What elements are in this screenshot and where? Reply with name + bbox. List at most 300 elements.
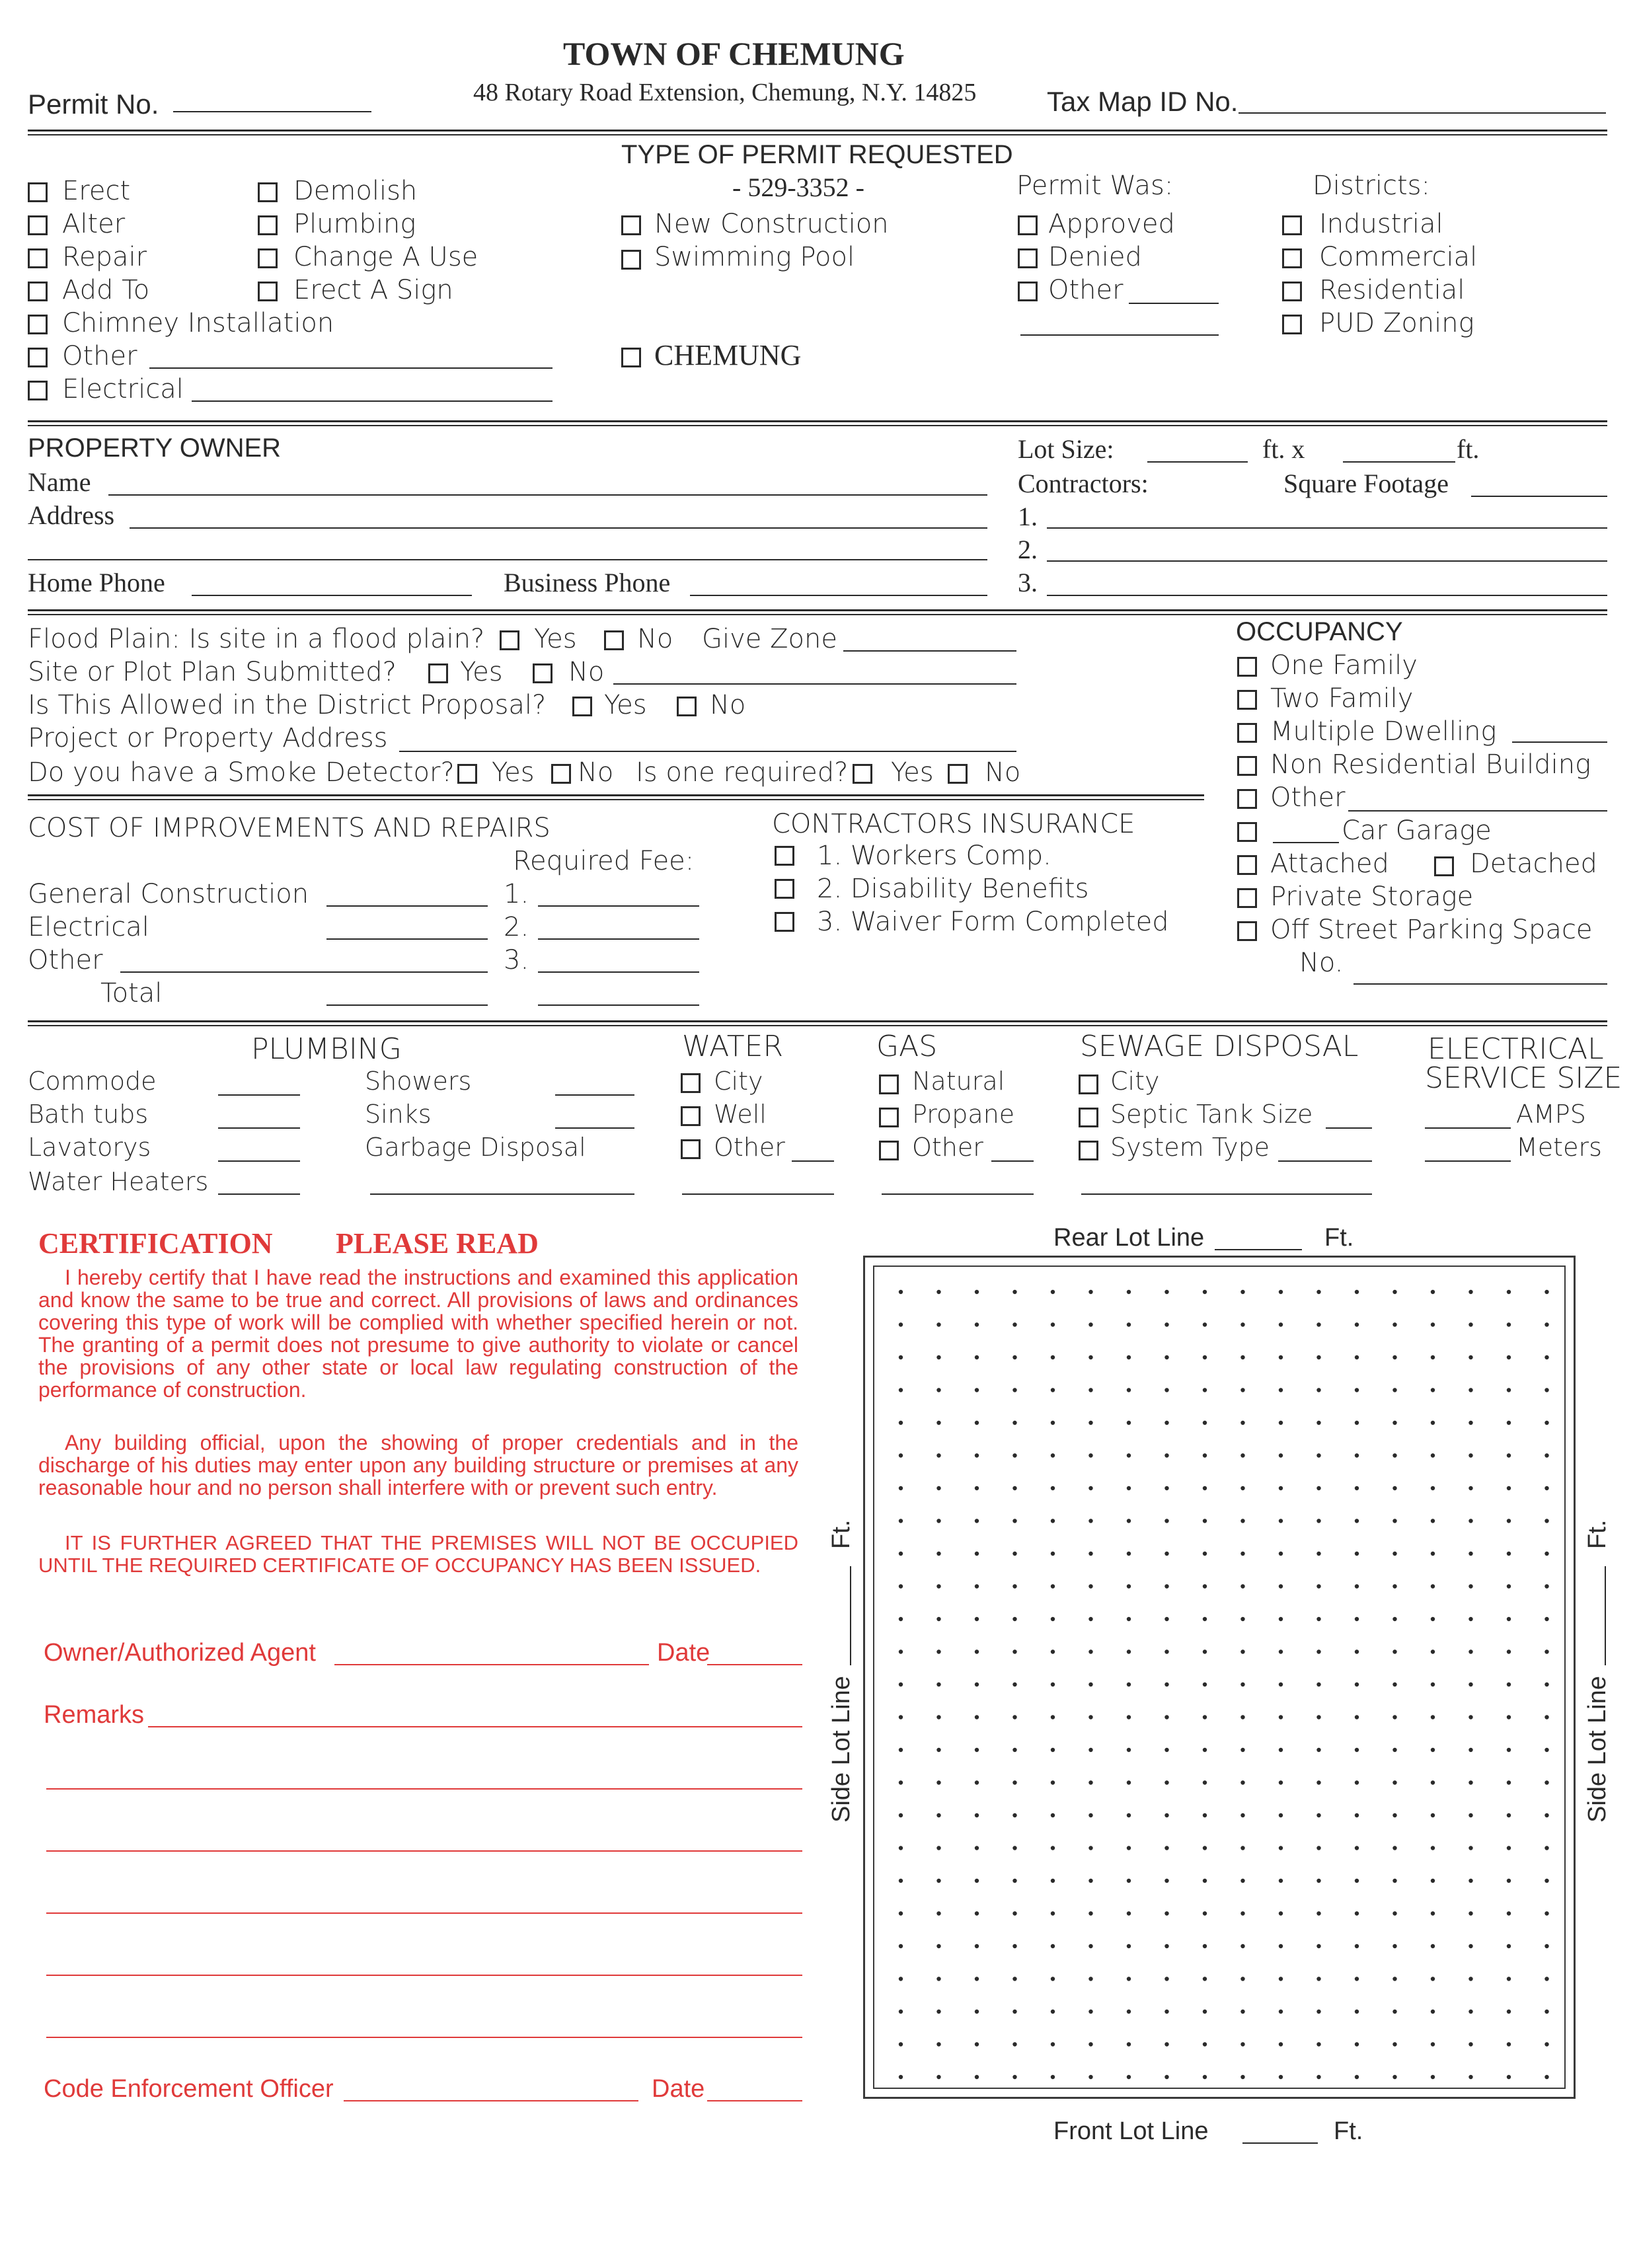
grid-dot: [1392, 2010, 1396, 2014]
grid-dot: [1127, 2042, 1131, 2046]
checkbox-one-family[interactable]: [1237, 657, 1257, 677]
checkbox-system-type[interactable]: [1079, 1141, 1098, 1160]
grid-dot: [1355, 1780, 1359, 1784]
checkbox-non-residential[interactable]: [1237, 756, 1257, 776]
business-phone-field[interactable]: [690, 595, 987, 596]
please-read-heading: PLEASE READ: [336, 1227, 539, 1260]
grid-dot: [1203, 1584, 1207, 1588]
label-gas-other: Other: [912, 1133, 983, 1162]
grid-dot: [1316, 1584, 1320, 1588]
tax-map-field[interactable]: [1239, 112, 1606, 114]
divider: [28, 609, 1607, 615]
grid-dot: [1164, 1453, 1168, 1457]
grid-dot: [975, 1780, 979, 1784]
checkbox-water-city[interactable]: [681, 1073, 701, 1093]
label-occupancy-other: Other: [1270, 782, 1346, 813]
grid-dot: [1240, 1355, 1244, 1359]
grid-dot: [1468, 1552, 1472, 1556]
checkbox-disability[interactable]: [775, 879, 794, 899]
grid-dot: [1392, 1813, 1396, 1817]
checkbox-gas-propane[interactable]: [879, 1108, 899, 1127]
fee-field-1[interactable]: [538, 905, 699, 907]
grid-dot: [1392, 1748, 1396, 1752]
grid-dot: [1355, 1519, 1359, 1523]
grid-dot: [1203, 1649, 1207, 1653]
label-cost-electrical: Electrical: [28, 912, 149, 942]
grid-dot: [1012, 2042, 1016, 2046]
right-side-lot-field[interactable]: [1605, 1566, 1606, 1665]
front-ft-label: Ft.: [1334, 2117, 1363, 2145]
grid-dot: [1392, 2075, 1396, 2079]
grid-dot: [936, 1944, 940, 1948]
grid-dot: [1088, 1388, 1092, 1392]
grid-dot: [1355, 1617, 1359, 1621]
grid-dot: [1544, 1453, 1548, 1457]
contractor-field-1[interactable]: [1047, 527, 1607, 529]
grid-dot: [1544, 2010, 1548, 2014]
address-field-2[interactable]: [28, 559, 987, 560]
grid-dot: [1051, 1584, 1055, 1588]
checkbox-alter[interactable]: [28, 215, 48, 235]
grid-dot: [1051, 1388, 1055, 1392]
grid-dot: [975, 2042, 979, 2046]
owner-date-field[interactable]: [707, 1664, 802, 1665]
checkbox-waiver[interactable]: [775, 912, 794, 932]
checkbox-flood-no[interactable]: [604, 630, 624, 650]
grid-dot: [1507, 1715, 1511, 1719]
grid-dot: [1316, 1453, 1320, 1457]
label-pud-zoning: PUD Zoning: [1319, 308, 1474, 338]
checkbox-allowed-no[interactable]: [677, 697, 697, 716]
grid-dot: [1279, 1911, 1283, 1915]
label-date-owner: Date: [657, 1639, 710, 1667]
remarks-field-3[interactable]: [46, 1850, 802, 1852]
grid-dot: [1088, 1748, 1092, 1752]
checkbox-water-well[interactable]: [681, 1106, 701, 1126]
zone-field[interactable]: [843, 650, 1016, 652]
name-field[interactable]: [108, 494, 987, 496]
checkbox-new-construction[interactable]: [621, 215, 641, 235]
grid-dot: [1544, 1388, 1548, 1392]
grid-dot: [1127, 1977, 1131, 1981]
checkbox-off-street[interactable]: [1237, 921, 1257, 941]
grid-dot: [1051, 1748, 1055, 1752]
plot-plan-grid[interactable]: [863, 1256, 1576, 2099]
checkbox-approved[interactable]: [1018, 215, 1038, 235]
checkbox-chemung[interactable]: [621, 348, 641, 367]
checkbox-flood-yes[interactable]: [500, 630, 519, 650]
label-required-no: No: [985, 757, 1021, 788]
grid-dot: [1507, 1879, 1511, 1883]
grid-dot: [1316, 1911, 1320, 1915]
grid-dot: [1164, 2042, 1168, 2046]
remarks-field-2[interactable]: [46, 1788, 802, 1790]
grid-dot: [1240, 1290, 1244, 1294]
grid-dot: [1203, 1355, 1207, 1359]
grid-dot: [1012, 1846, 1016, 1850]
amps-field[interactable]: [1425, 1127, 1511, 1129]
label-allowed-yes: Yes: [604, 690, 647, 720]
grid-dot: [899, 1780, 903, 1784]
system-type-field[interactable]: [1278, 1160, 1372, 1162]
contractor-field-3[interactable]: [1047, 595, 1607, 596]
water-other-field[interactable]: [792, 1160, 834, 1162]
grid-dot: [899, 1682, 903, 1686]
total-cost-field[interactable]: [326, 1004, 488, 1006]
remarks-field-6[interactable]: [46, 2037, 802, 2038]
grid-dot: [1279, 1649, 1283, 1653]
grid-dot: [1431, 1290, 1435, 1294]
checkbox-erect[interactable]: [28, 182, 48, 202]
label-approved: Approved: [1048, 209, 1175, 239]
checkbox-required-no[interactable]: [948, 764, 968, 784]
grid-dot: [1355, 1911, 1359, 1915]
checkbox-change-use[interactable]: [258, 248, 278, 268]
septic-size-field[interactable]: [1326, 1127, 1372, 1129]
grid-dot: [1203, 1813, 1207, 1817]
grid-dot: [899, 1322, 903, 1326]
grid-dot: [1316, 2075, 1320, 2079]
showers-field[interactable]: [555, 1094, 634, 1096]
grid-dot: [1279, 1519, 1283, 1523]
grid-dot: [1127, 1519, 1131, 1523]
grid-dot: [1468, 1846, 1472, 1850]
label-bath-tubs: Bath tubs: [28, 1100, 149, 1129]
electrical-cost-field[interactable]: [326, 938, 488, 940]
other-field[interactable]: [149, 367, 553, 369]
label-water-heaters: Water Heaters: [28, 1167, 209, 1196]
checkbox-industrial[interactable]: [1282, 215, 1302, 235]
occupancy-heading: OCCUPANCY: [1236, 617, 1403, 646]
grid-dot: [1431, 1453, 1435, 1457]
checkbox-car-garage[interactable]: [1237, 822, 1257, 842]
label-demolish: Demolish: [293, 176, 418, 206]
grid-dot: [1203, 1682, 1207, 1686]
grid-dot: [1355, 2010, 1359, 2014]
checkbox-sewage-city[interactable]: [1079, 1075, 1098, 1094]
total-fee-field[interactable]: [538, 1004, 699, 1006]
label-general-construction: General Construction: [28, 879, 309, 909]
checkbox-commercial[interactable]: [1282, 248, 1302, 268]
checkbox-other[interactable]: [28, 348, 48, 367]
grid-dot: [1468, 2042, 1472, 2046]
grid-dot: [1240, 1846, 1244, 1850]
project-address-field[interactable]: [399, 751, 1016, 752]
grid-dot: [899, 1290, 903, 1294]
checkbox-denied[interactable]: [1018, 248, 1038, 268]
gas-heading: GAS: [876, 1030, 938, 1063]
grid-dot: [1431, 1748, 1435, 1752]
multiple-dwelling-field[interactable]: [1512, 741, 1607, 743]
grid-dot: [899, 2042, 903, 2046]
grid-dot: [1127, 1649, 1131, 1653]
checkbox-septic[interactable]: [1079, 1108, 1098, 1127]
sewage-extra-field[interactable]: [1081, 1193, 1372, 1195]
grid-dot: [1544, 1780, 1548, 1784]
grid-dot: [1544, 1552, 1548, 1556]
grid-dot: [1012, 1649, 1016, 1653]
grid-dot: [1279, 1617, 1283, 1621]
lot-size-field-1[interactable]: [1147, 461, 1248, 463]
grid-dot: [936, 1748, 940, 1752]
checkbox-chimney[interactable]: [28, 315, 48, 334]
checkbox-multiple-dwelling[interactable]: [1237, 723, 1257, 743]
code-officer-signature-field[interactable]: [344, 2100, 638, 2101]
grid-dot: [1544, 1617, 1548, 1621]
checkbox-smoke-yes[interactable]: [457, 764, 477, 784]
checkbox-water-other[interactable]: [681, 1139, 701, 1159]
checkbox-workers-comp[interactable]: [775, 846, 794, 866]
label-chimney: Chimney Installation: [62, 308, 334, 338]
grid-dot: [1127, 1944, 1131, 1948]
checkbox-demolish[interactable]: [258, 182, 278, 202]
grid-dot: [1279, 1322, 1283, 1326]
grid-dot: [1012, 1977, 1016, 1981]
grid-dot: [1316, 1322, 1320, 1326]
grid-dot: [899, 1879, 903, 1883]
checkbox-occupancy-other[interactable]: [1237, 789, 1257, 809]
grid-dot: [1240, 1682, 1244, 1686]
grid-dot: [1316, 1649, 1320, 1653]
site-field[interactable]: [613, 683, 1016, 685]
checkbox-add-to[interactable]: [28, 282, 48, 301]
permit-type-heading: TYPE OF PERMIT REQUESTED: [621, 140, 1013, 169]
label-water-other: Other: [714, 1133, 785, 1162]
grid-dot: [1240, 1911, 1244, 1915]
water-other-field-2[interactable]: [682, 1193, 834, 1195]
permit-no-field[interactable]: [173, 111, 371, 112]
fee-field-3[interactable]: [538, 971, 699, 973]
grid-dot: [899, 1617, 903, 1621]
grid-dot: [1468, 1388, 1472, 1392]
checkbox-required-yes[interactable]: [853, 764, 872, 784]
grid-dot: [1012, 1290, 1016, 1294]
contractor-num-3: 3.: [1018, 568, 1038, 597]
grid-dot: [1127, 1846, 1131, 1850]
grid-dot: [1203, 1486, 1207, 1490]
gas-other-field[interactable]: [991, 1160, 1034, 1162]
grid-dot: [1088, 1552, 1092, 1556]
grid-dot: [1088, 2042, 1092, 2046]
grid-dot: [1316, 1388, 1320, 1392]
grid-dot: [1240, 1421, 1244, 1425]
checkbox-permit-other[interactable]: [1018, 282, 1038, 301]
grid-dot: [1127, 2075, 1131, 2079]
grid-dot: [1431, 1780, 1435, 1784]
left-side-lot-field[interactable]: [850, 1566, 851, 1665]
checkbox-gas-natural[interactable]: [879, 1075, 899, 1094]
remarks-field-1[interactable]: [148, 1726, 802, 1727]
checkbox-pud-zoning[interactable]: [1282, 315, 1302, 334]
label-smoke-no: No: [578, 757, 614, 788]
label-code-officer: Code Enforcement Officer: [44, 2075, 334, 2103]
grid-dot: [1164, 1748, 1168, 1752]
grid-dot: [1355, 1322, 1359, 1326]
water-heaters-field[interactable]: [218, 1193, 300, 1195]
square-footage-field[interactable]: [1471, 496, 1607, 497]
home-phone-field[interactable]: [192, 595, 472, 596]
parking-no-field[interactable]: [1353, 983, 1607, 985]
checkbox-smoke-no[interactable]: [551, 764, 571, 784]
checkbox-electrical[interactable]: [28, 381, 48, 400]
checkbox-private-storage[interactable]: [1237, 888, 1257, 908]
grid-dot: [1127, 1813, 1131, 1817]
general-construction-cost-field[interactable]: [326, 905, 488, 907]
label-date-officer: Date: [652, 2075, 705, 2103]
grid-dot: [1051, 1290, 1055, 1294]
plumbing-heading: PLUMBING: [251, 1032, 402, 1066]
grid-dot: [1240, 1813, 1244, 1817]
checkbox-allowed-yes[interactable]: [572, 697, 592, 716]
grid-dot: [1164, 1388, 1168, 1392]
grid-dot: [1012, 1944, 1016, 1948]
grid-dot: [1012, 1715, 1016, 1719]
grid-dot: [899, 2010, 903, 2014]
checkbox-gas-other[interactable]: [879, 1141, 899, 1160]
commode-field[interactable]: [218, 1094, 300, 1096]
grid-dot: [1431, 2042, 1435, 2046]
grid-dot: [1355, 1682, 1359, 1686]
permit-other-field-2[interactable]: [1020, 334, 1219, 336]
checkbox-attached[interactable]: [1237, 855, 1257, 875]
checkbox-site-yes[interactable]: [428, 663, 448, 683]
checkbox-erect-sign[interactable]: [258, 282, 278, 301]
label-car-garage: Car Garage: [1342, 815, 1492, 846]
checkbox-site-no[interactable]: [533, 663, 553, 683]
front-lot-line-label: Front Lot Line: [1053, 2117, 1209, 2145]
grid-dot: [1392, 1682, 1396, 1686]
grid-dot: [1088, 1780, 1092, 1784]
grid-dot: [1316, 1748, 1320, 1752]
grid-dot: [1431, 1552, 1435, 1556]
checkbox-detached[interactable]: [1434, 856, 1454, 876]
sinks-field[interactable]: [555, 1127, 634, 1129]
grid-dot: [1279, 1715, 1283, 1719]
grid-dot: [1088, 1584, 1092, 1588]
grid-dot: [1431, 1977, 1435, 1981]
grid-dot: [1431, 1682, 1435, 1686]
permit-other-field[interactable]: [1129, 303, 1219, 304]
contractor-field-2[interactable]: [1047, 560, 1607, 562]
grid-dot: [1392, 1322, 1396, 1326]
label-electrical: Electrical: [62, 374, 184, 404]
grid-dot: [1431, 1879, 1435, 1883]
grid-dot: [936, 1453, 940, 1457]
address-field[interactable]: [130, 527, 987, 529]
bath-tubs-field[interactable]: [218, 1127, 300, 1129]
sewage-heading: SEWAGE DISPOSAL: [1080, 1030, 1359, 1063]
grid-dot: [1544, 1322, 1548, 1326]
insurance-heading: CONTRACTORS INSURANCE: [772, 809, 1135, 839]
grid-dot: [899, 1813, 903, 1817]
checkbox-swimming-pool[interactable]: [621, 250, 641, 270]
grid-dot: [1203, 1322, 1207, 1326]
front-lot-field[interactable]: [1242, 2142, 1318, 2144]
cost-other-desc-field[interactable]: [120, 971, 488, 973]
grid-dot: [1316, 1813, 1320, 1817]
label-erect-sign: Erect A Sign: [293, 275, 453, 305]
garbage-disposal-field[interactable]: [370, 1193, 634, 1195]
site-plan-question: Site or Plot Plan Submitted?: [28, 657, 397, 687]
grid-dot: [1544, 2075, 1548, 2079]
grid-dot: [1203, 1846, 1207, 1850]
grid-dot: [899, 1486, 903, 1490]
grid-dot: [1468, 1584, 1472, 1588]
checkbox-residential[interactable]: [1282, 282, 1302, 301]
grid-dot: [1088, 1682, 1092, 1686]
officer-date-field[interactable]: [707, 2100, 802, 2101]
grid-dot: [1164, 1290, 1168, 1294]
label-erect: Erect: [62, 176, 131, 206]
grid-dot: [936, 1682, 940, 1686]
rear-lot-field[interactable]: [1215, 1249, 1302, 1250]
label-system-type: System Type: [1110, 1133, 1270, 1162]
checkbox-two-family[interactable]: [1237, 690, 1257, 710]
label-private-storage: Private Storage: [1270, 882, 1474, 912]
grid-dot: [1240, 2075, 1244, 2079]
lavatorys-field[interactable]: [218, 1160, 300, 1162]
grid-dot: [1544, 1944, 1548, 1948]
fee-field-2[interactable]: [538, 938, 699, 940]
grid-dot: [1012, 1911, 1016, 1915]
remarks-field-5[interactable]: [46, 1975, 802, 1976]
grid-dot: [1431, 1519, 1435, 1523]
grid-dot: [1544, 1584, 1548, 1588]
label-flood-yes: Yes: [534, 624, 577, 654]
grid-dot: [1507, 1846, 1511, 1850]
permit-no-label: Permit No.: [28, 89, 159, 120]
label-permit-other: Other: [1048, 275, 1124, 305]
label-two-family: Two Family: [1270, 683, 1414, 714]
checkbox-plumbing[interactable]: [258, 215, 278, 235]
grid-dot: [1355, 1486, 1359, 1490]
meters-field[interactable]: [1425, 1160, 1511, 1162]
grid-dot: [1468, 1911, 1472, 1915]
grid-dot: [899, 1846, 903, 1850]
label-home-phone: Home Phone: [28, 568, 165, 597]
owner-agent-signature-field[interactable]: [334, 1664, 649, 1665]
tax-map-label: Tax Map ID No.: [1047, 86, 1239, 117]
lot-size-field-2[interactable]: [1343, 461, 1455, 463]
grid-dot: [1051, 1322, 1055, 1326]
checkbox-repair[interactable]: [28, 248, 48, 268]
grid-dot: [1012, 1552, 1016, 1556]
grid-dot: [1468, 1453, 1472, 1457]
grid-dot: [1468, 1322, 1472, 1326]
divider: [28, 130, 1607, 135]
grid-dot: [899, 1715, 903, 1719]
remarks-field-4[interactable]: [46, 1912, 802, 1914]
car-garage-count-field[interactable]: [1273, 842, 1339, 843]
grid-dot: [1468, 1519, 1472, 1523]
grid-dot: [1203, 1552, 1207, 1556]
grid-dot: [899, 1421, 903, 1425]
rear-ft-label: Ft.: [1324, 1224, 1354, 1252]
grid-dot: [975, 1813, 979, 1817]
grid-dot: [975, 2075, 979, 2079]
grid-dot: [1507, 2075, 1511, 2079]
grid-dot: [936, 1584, 940, 1588]
grid-dot: [1468, 1879, 1472, 1883]
grid-dot: [899, 1748, 903, 1752]
grid-dot: [1203, 1748, 1207, 1752]
electrical-field[interactable]: [192, 400, 553, 402]
divider: [28, 420, 1607, 426]
label-required-yes: Yes: [891, 757, 934, 788]
gas-other-field-2[interactable]: [882, 1193, 1034, 1195]
grid-dot: [1316, 1715, 1320, 1719]
occupancy-other-field[interactable]: [1348, 810, 1607, 812]
